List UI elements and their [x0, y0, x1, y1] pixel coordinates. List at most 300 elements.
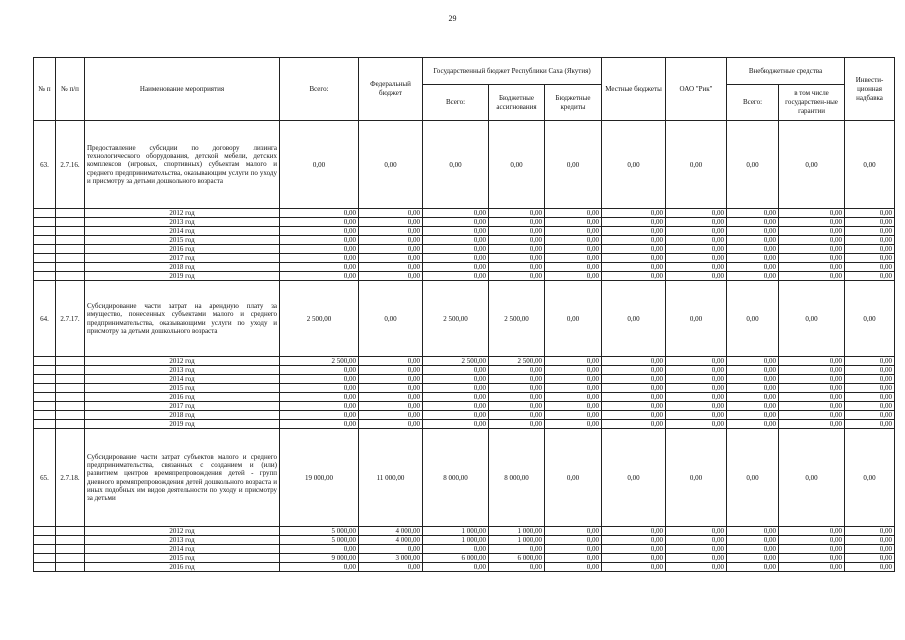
total-cell: 2 500,00 [280, 281, 359, 357]
total-cell: 0,00 [545, 429, 602, 527]
empty-cell [34, 263, 56, 272]
value-cell: 0,00 [779, 384, 845, 393]
value-cell: 0,00 [359, 357, 423, 366]
total-cell: 0,00 [666, 429, 727, 527]
value-cell: 0,00 [359, 366, 423, 375]
col-no: № п [34, 58, 56, 121]
value-cell: 0,00 [779, 393, 845, 402]
value-cell: 5 000,00 [280, 527, 359, 536]
value-cell: 0,00 [666, 263, 727, 272]
value-cell: 0,00 [545, 402, 602, 411]
section-no: 63. [34, 121, 56, 209]
value-cell: 0,00 [489, 227, 545, 236]
col-oao: ОАО "Рик" [666, 58, 727, 121]
value-cell: 0,00 [489, 393, 545, 402]
value-cell: 0,00 [602, 384, 666, 393]
empty-cell [56, 393, 85, 402]
empty-cell [56, 227, 85, 236]
empty-cell [34, 411, 56, 420]
value-cell: 0,00 [779, 402, 845, 411]
section-row [34, 121, 895, 209]
value-cell: 0,00 [727, 527, 779, 536]
value-cell: 0,00 [489, 263, 545, 272]
value-cell: 0,00 [845, 245, 895, 254]
year-row [34, 254, 895, 263]
value-cell: 0,00 [602, 236, 666, 245]
empty-cell [56, 375, 85, 384]
value-cell: 4 000,00 [359, 527, 423, 536]
empty-cell [34, 218, 56, 227]
value-cell: 0,00 [727, 375, 779, 384]
value-cell: 0,00 [280, 272, 359, 281]
value-cell: 0,00 [280, 393, 359, 402]
section-sub-no: 2.7.17. [56, 281, 85, 357]
value-cell: 0,00 [280, 545, 359, 554]
value-cell: 0,00 [727, 563, 779, 572]
year-row [34, 527, 895, 536]
year-label: 2012 год [85, 527, 280, 536]
value-cell: 0,00 [359, 563, 423, 572]
value-cell: 2 500,00 [423, 357, 489, 366]
value-cell: 0,00 [845, 357, 895, 366]
value-cell: 0,00 [423, 272, 489, 281]
value-cell: 0,00 [489, 366, 545, 375]
value-cell: 1 000,00 [489, 536, 545, 545]
empty-cell [56, 357, 85, 366]
value-cell: 4 000,00 [359, 536, 423, 545]
empty-cell [56, 536, 85, 545]
value-cell: 0,00 [545, 366, 602, 375]
year-label: 2019 год [85, 272, 280, 281]
empty-cell [56, 384, 85, 393]
value-cell: 0,00 [280, 375, 359, 384]
total-cell: 0,00 [779, 121, 845, 209]
year-label: 2014 год [85, 545, 280, 554]
empty-cell [34, 402, 56, 411]
value-cell: 0,00 [423, 366, 489, 375]
value-cell: 0,00 [545, 263, 602, 272]
empty-cell [56, 420, 85, 429]
budget-table [33, 57, 895, 572]
section-row [34, 429, 895, 527]
value-cell: 0,00 [779, 236, 845, 245]
value-cell: 0,00 [545, 218, 602, 227]
total-cell: 0,00 [423, 121, 489, 209]
value-cell: 0,00 [779, 420, 845, 429]
year-label: 2019 год [85, 420, 280, 429]
year-label: 2013 год [85, 218, 280, 227]
value-cell: 0,00 [423, 254, 489, 263]
col-local: Местные бюджеты [602, 58, 666, 121]
value-cell: 0,00 [280, 254, 359, 263]
value-cell: 0,00 [666, 402, 727, 411]
value-cell: 0,00 [727, 236, 779, 245]
year-row [34, 411, 895, 420]
value-cell: 0,00 [280, 411, 359, 420]
total-cell: 0,00 [666, 281, 727, 357]
year-label: 2012 год [85, 209, 280, 218]
total-cell: 2 500,00 [423, 281, 489, 357]
value-cell: 0,00 [666, 209, 727, 218]
value-cell: 0,00 [280, 227, 359, 236]
value-cell: 0,00 [779, 227, 845, 236]
empty-cell [34, 357, 56, 366]
value-cell: 0,00 [423, 263, 489, 272]
value-cell: 0,00 [602, 245, 666, 254]
total-cell: 0,00 [280, 121, 359, 209]
value-cell: 0,00 [359, 245, 423, 254]
value-cell: 0,00 [280, 384, 359, 393]
empty-cell [56, 254, 85, 263]
empty-cell [34, 563, 56, 572]
value-cell: 0,00 [545, 393, 602, 402]
empty-cell [56, 563, 85, 572]
value-cell: 0,00 [423, 563, 489, 572]
year-row [34, 545, 895, 554]
total-cell: 0,00 [727, 281, 779, 357]
empty-cell [34, 254, 56, 263]
empty-cell [34, 272, 56, 281]
year-label: 2012 год [85, 357, 280, 366]
year-row [34, 393, 895, 402]
value-cell: 0,00 [280, 402, 359, 411]
value-cell: 0,00 [666, 554, 727, 563]
value-cell: 0,00 [602, 527, 666, 536]
value-cell: 0,00 [727, 218, 779, 227]
value-cell: 0,00 [359, 402, 423, 411]
value-cell: 0,00 [545, 527, 602, 536]
value-cell: 0,00 [545, 209, 602, 218]
section-no: 65. [34, 429, 56, 527]
year-label: 2016 год [85, 245, 280, 254]
year-row [34, 245, 895, 254]
empty-cell [34, 375, 56, 384]
total-cell: 0,00 [489, 121, 545, 209]
value-cell: 0,00 [779, 545, 845, 554]
value-cell: 0,00 [489, 236, 545, 245]
value-cell: 0,00 [602, 393, 666, 402]
value-cell: 0,00 [602, 357, 666, 366]
year-label: 2014 год [85, 375, 280, 384]
total-cell: 19 000,00 [280, 429, 359, 527]
value-cell: 0,00 [845, 536, 895, 545]
empty-cell [56, 411, 85, 420]
value-cell: 0,00 [666, 536, 727, 545]
value-cell: 0,00 [489, 545, 545, 554]
value-cell: 9 000,00 [280, 554, 359, 563]
empty-cell [34, 527, 56, 536]
value-cell: 0,00 [845, 209, 895, 218]
value-cell: 0,00 [545, 272, 602, 281]
value-cell: 0,00 [489, 245, 545, 254]
value-cell: 0,00 [423, 218, 489, 227]
value-cell: 0,00 [666, 357, 727, 366]
section-no: 64. [34, 281, 56, 357]
col-state-group: Государственный бюджет Республики Саха (Якутия) [423, 58, 602, 85]
year-row [34, 536, 895, 545]
value-cell: 0,00 [280, 236, 359, 245]
total-cell: 8 000,00 [423, 429, 489, 527]
value-cell: 0,00 [845, 402, 895, 411]
value-cell: 0,00 [423, 384, 489, 393]
value-cell: 0,00 [779, 218, 845, 227]
total-cell: 2 500,00 [489, 281, 545, 357]
value-cell: 0,00 [359, 384, 423, 393]
year-row [34, 402, 895, 411]
value-cell: 0,00 [423, 420, 489, 429]
empty-cell [34, 236, 56, 245]
value-cell: 0,00 [727, 545, 779, 554]
value-cell: 0,00 [489, 254, 545, 263]
value-cell: 0,00 [779, 272, 845, 281]
value-cell: 0,00 [423, 236, 489, 245]
value-cell: 0,00 [727, 227, 779, 236]
empty-cell [34, 245, 56, 254]
year-row [34, 420, 895, 429]
year-row [34, 209, 895, 218]
value-cell: 0,00 [666, 227, 727, 236]
value-cell: 0,00 [359, 263, 423, 272]
value-cell: 0,00 [845, 366, 895, 375]
value-cell: 0,00 [727, 411, 779, 420]
year-label: 2016 год [85, 563, 280, 572]
section-description: Субсидирование части затрат субъектов малого и среднего предпринимательства, связанных с созданием и (или) развитием центров времяпрепровождения детей - групп дневного времяпрепровождения детей дошкольного возраста и иных подобных им видов деятельности по уходу и присмотру за детьми [85, 429, 280, 527]
value-cell: 0,00 [602, 536, 666, 545]
value-cell: 0,00 [666, 527, 727, 536]
value-cell: 0,00 [779, 357, 845, 366]
value-cell: 0,00 [666, 411, 727, 420]
value-cell: 0,00 [727, 554, 779, 563]
value-cell: 0,00 [727, 272, 779, 281]
value-cell: 0,00 [845, 254, 895, 263]
value-cell: 0,00 [779, 366, 845, 375]
value-cell: 1 000,00 [489, 527, 545, 536]
value-cell: 0,00 [666, 218, 727, 227]
value-cell: 0,00 [359, 218, 423, 227]
value-cell: 0,00 [489, 420, 545, 429]
value-cell: 0,00 [359, 272, 423, 281]
col-sub-no: № п/п [56, 58, 85, 121]
value-cell: 0,00 [489, 375, 545, 384]
col-federal: Федеральный бюджет [359, 58, 423, 121]
value-cell: 0,00 [359, 393, 423, 402]
value-cell: 0,00 [666, 545, 727, 554]
empty-cell [34, 227, 56, 236]
value-cell: 0,00 [666, 420, 727, 429]
col-state-total: Всего: [423, 85, 489, 121]
empty-cell [34, 536, 56, 545]
value-cell: 0,00 [779, 254, 845, 263]
empty-cell [56, 366, 85, 375]
value-cell: 1 000,00 [423, 536, 489, 545]
value-cell: 0,00 [779, 245, 845, 254]
value-cell: 0,00 [602, 227, 666, 236]
year-label: 2017 год [85, 402, 280, 411]
value-cell: 0,00 [779, 527, 845, 536]
value-cell: 0,00 [602, 254, 666, 263]
value-cell: 0,00 [602, 209, 666, 218]
year-label: 2015 год [85, 236, 280, 245]
value-cell: 0,00 [602, 218, 666, 227]
value-cell: 0,00 [545, 254, 602, 263]
year-row [34, 563, 895, 572]
empty-cell [34, 393, 56, 402]
total-cell: 0,00 [359, 121, 423, 209]
total-cell: 0,00 [666, 121, 727, 209]
value-cell: 0,00 [666, 384, 727, 393]
section-sub-no: 2.7.18. [56, 429, 85, 527]
value-cell: 0,00 [845, 263, 895, 272]
value-cell: 0,00 [489, 209, 545, 218]
value-cell: 0,00 [779, 554, 845, 563]
value-cell: 0,00 [666, 393, 727, 402]
total-cell: 0,00 [602, 429, 666, 527]
value-cell: 0,00 [423, 375, 489, 384]
value-cell: 0,00 [727, 536, 779, 545]
value-cell: 0,00 [779, 263, 845, 272]
value-cell: 0,00 [779, 411, 845, 420]
value-cell: 0,00 [489, 218, 545, 227]
col-name: Наименование мероприятия [85, 58, 280, 121]
year-row [34, 272, 895, 281]
value-cell: 0,00 [727, 420, 779, 429]
table-body [34, 121, 895, 572]
value-cell: 0,00 [727, 393, 779, 402]
total-cell: 0,00 [845, 429, 895, 527]
value-cell: 0,00 [602, 366, 666, 375]
total-cell: 0,00 [602, 281, 666, 357]
year-label: 2016 год [85, 393, 280, 402]
value-cell: 0,00 [545, 384, 602, 393]
value-cell: 0,00 [666, 236, 727, 245]
total-cell: 8 000,00 [489, 429, 545, 527]
value-cell: 0,00 [845, 272, 895, 281]
value-cell: 0,00 [359, 545, 423, 554]
value-cell: 0,00 [545, 411, 602, 420]
year-label: 2013 год [85, 536, 280, 545]
empty-cell [56, 263, 85, 272]
value-cell: 0,00 [727, 245, 779, 254]
year-label: 2014 год [85, 227, 280, 236]
value-cell: 0,00 [845, 227, 895, 236]
value-cell: 0,00 [779, 375, 845, 384]
value-cell: 0,00 [779, 536, 845, 545]
value-cell: 0,00 [845, 393, 895, 402]
year-row [34, 366, 895, 375]
year-label: 2018 год [85, 411, 280, 420]
year-row [34, 236, 895, 245]
col-extra-total: Всего: [727, 85, 779, 121]
value-cell: 0,00 [280, 563, 359, 572]
year-row [34, 384, 895, 393]
value-cell: 0,00 [845, 563, 895, 572]
total-cell: 0,00 [727, 121, 779, 209]
value-cell: 0,00 [602, 563, 666, 572]
value-cell: 0,00 [359, 254, 423, 263]
section-description: Предоставление субсидии по договору лизинга технологического оборудования, детской мебели, детских комплексов (игровых, спортивных) субъектам малого и среднего предпринимательства, оказывающим услуги по уходу и присмотру за детьми дошкольного возраста [85, 121, 280, 209]
total-cell: 0,00 [602, 121, 666, 209]
year-row [34, 218, 895, 227]
value-cell: 0,00 [280, 209, 359, 218]
value-cell: 0,00 [845, 554, 895, 563]
value-cell: 0,00 [727, 254, 779, 263]
value-cell: 0,00 [545, 536, 602, 545]
year-label: 2015 год [85, 554, 280, 563]
year-row [34, 554, 895, 563]
year-row [34, 263, 895, 272]
value-cell: 2 500,00 [280, 357, 359, 366]
value-cell: 0,00 [602, 263, 666, 272]
value-cell: 0,00 [545, 545, 602, 554]
value-cell: 0,00 [602, 411, 666, 420]
table-header [34, 58, 895, 121]
value-cell: 6 000,00 [489, 554, 545, 563]
empty-cell [34, 420, 56, 429]
col-state-alloc: Бюджетные ассигнования [489, 85, 545, 121]
section-sub-no: 2.7.16. [56, 121, 85, 209]
value-cell: 6 000,00 [423, 554, 489, 563]
value-cell: 0,00 [489, 384, 545, 393]
empty-cell [56, 209, 85, 218]
value-cell: 0,00 [545, 245, 602, 254]
value-cell: 0,00 [727, 366, 779, 375]
empty-cell [56, 527, 85, 536]
total-cell: 0,00 [545, 281, 602, 357]
total-cell: 0,00 [779, 429, 845, 527]
value-cell: 0,00 [602, 420, 666, 429]
total-cell: 0,00 [779, 281, 845, 357]
year-row [34, 357, 895, 366]
value-cell: 0,00 [727, 209, 779, 218]
value-cell: 0,00 [602, 375, 666, 384]
empty-cell [34, 554, 56, 563]
value-cell: 0,00 [489, 272, 545, 281]
total-cell: 0,00 [545, 121, 602, 209]
value-cell: 0,00 [666, 366, 727, 375]
value-cell: 0,00 [489, 402, 545, 411]
value-cell: 0,00 [423, 393, 489, 402]
value-cell: 0,00 [779, 209, 845, 218]
value-cell: 0,00 [545, 227, 602, 236]
value-cell: 0,00 [779, 563, 845, 572]
value-cell: 0,00 [727, 384, 779, 393]
empty-cell [34, 545, 56, 554]
value-cell: 0,00 [545, 563, 602, 572]
value-cell: 0,00 [545, 236, 602, 245]
value-cell: 0,00 [280, 218, 359, 227]
value-cell: 0,00 [602, 272, 666, 281]
total-cell: 11 000,00 [359, 429, 423, 527]
col-invest: Инвести-ционная надбавка [845, 58, 895, 121]
value-cell: 0,00 [727, 357, 779, 366]
value-cell: 0,00 [845, 420, 895, 429]
value-cell: 0,00 [845, 384, 895, 393]
section-row [34, 281, 895, 357]
value-cell: 0,00 [423, 545, 489, 554]
value-cell: 0,00 [489, 563, 545, 572]
col-extra-guarantee: в том числе государствен-ные гарантии [779, 85, 845, 121]
value-cell: 0,00 [602, 554, 666, 563]
value-cell: 0,00 [845, 411, 895, 420]
value-cell: 0,00 [423, 402, 489, 411]
total-cell: 0,00 [845, 121, 895, 209]
value-cell: 0,00 [280, 263, 359, 272]
value-cell: 0,00 [666, 272, 727, 281]
value-cell: 0,00 [423, 227, 489, 236]
value-cell: 5 000,00 [280, 536, 359, 545]
value-cell: 0,00 [280, 366, 359, 375]
value-cell: 0,00 [280, 420, 359, 429]
